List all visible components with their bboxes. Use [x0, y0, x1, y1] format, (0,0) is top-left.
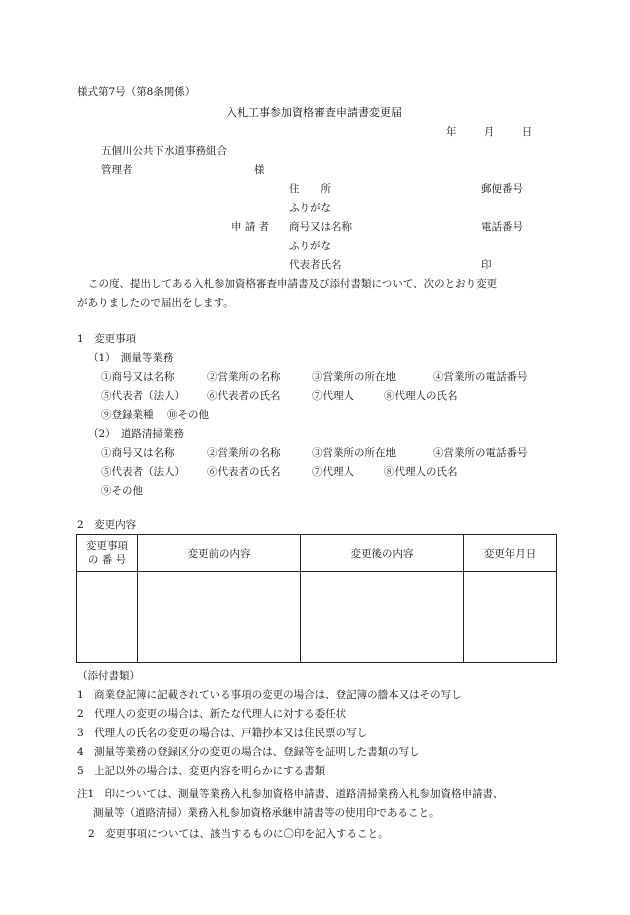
survey-item: ⑨登録業種 — [101, 409, 154, 421]
addressee-honorific: 様 — [254, 164, 265, 176]
note1-line2: 測量等（道路清掃）業務入札参加資格承継申請書等の使用印であること。 — [93, 807, 440, 819]
survey-item: ⑥代表者の氏名 — [207, 390, 281, 402]
column-change-number — [77, 535, 138, 572]
applicant-name-label: 商号又は名称 — [289, 221, 352, 233]
road-item: ③営業所の所在地 — [312, 447, 396, 459]
survey-item: ⑤代表者（法人） — [101, 390, 185, 402]
column-change-number-line1: 変更事項 — [86, 540, 128, 552]
applicant-label: 申 請 者 — [231, 221, 270, 233]
cell-change-number[interactable] — [77, 572, 138, 663]
attachment-item: 4 測量等業務の登録区分の変更の場合は、登録等を証明した書類の写し — [77, 746, 420, 758]
attachment-item: 1 商業登記簿に記載されている事項の変更の場合は、登記簿の謄本又はその写し — [77, 689, 462, 701]
survey-item: ④営業所の電話番号 — [433, 371, 528, 383]
column-before: 変更前の内容 — [138, 535, 301, 572]
change-table — [76, 534, 557, 663]
section2-heading: 2 変更内容 — [77, 519, 137, 531]
applicant-address-label: 住 所 — [289, 183, 331, 195]
note1-line1: 注1 印については、測量等業務入札参加資格申請書、道路清掃業務入札参加資格申請書、 — [77, 788, 504, 800]
road-item: ②営業所の名称 — [207, 447, 281, 459]
survey-item: ⑧代理人の氏名 — [384, 390, 458, 402]
seal-mark: 印 — [481, 259, 492, 271]
date-day: 日 — [521, 126, 533, 138]
cell-after[interactable] — [301, 572, 464, 663]
survey-item: ③営業所の所在地 — [312, 371, 396, 383]
intro-line2: がありましたので届出をします。 — [77, 297, 234, 309]
cell-date[interactable] — [464, 572, 557, 663]
table-header-row — [77, 535, 557, 572]
survey-item: ②営業所の名称 — [207, 371, 281, 383]
road-item: ⑤代表者（法人） — [101, 466, 185, 478]
table-row — [77, 572, 557, 663]
column-change-number-line2: の 番 号 — [87, 554, 127, 566]
road-item: ⑦代理人 — [312, 466, 354, 478]
column-date: 変更年月日 — [464, 535, 557, 572]
road-item: ①商号又は名称 — [101, 447, 175, 459]
survey-item: ⑦代理人 — [312, 390, 354, 402]
applicant-furigana1: ふりがな — [289, 202, 331, 214]
attachments-heading: （添付書類） — [77, 670, 140, 682]
attachment-item: 5 上記以外の場合は、変更内容を明らかにする書類 — [77, 765, 326, 777]
road-item: ⑧代理人の氏名 — [384, 466, 458, 478]
survey-item: ①商号又は名称 — [101, 371, 175, 383]
attachment-item: 2 代理人の変更の場合は、新たな代理人に対する委任状 — [77, 708, 347, 720]
road-heading: （2） 道路清掃業務 — [88, 428, 184, 440]
date-year: 年 — [446, 126, 457, 138]
section1-heading: 1 変更事項 — [77, 333, 137, 345]
road-item: ④営業所の電話番号 — [433, 447, 528, 459]
applicant-representative-label: 代表者氏名 — [289, 259, 342, 271]
applicant-furigana2: ふりがな — [289, 240, 331, 252]
date-line — [446, 124, 532, 139]
form-number: 様式第7号（第8条関係） — [77, 86, 196, 98]
note2: 2 変更事項については、該当するものに〇印を記入すること。 — [88, 828, 389, 840]
date-month: 月 — [483, 126, 495, 138]
column-after: 変更後の内容 — [301, 535, 464, 572]
road-item: ⑥代表者の氏名 — [207, 466, 281, 478]
intro-line1: この度、提出してある入札参加資格審査申請書及び添付書類について、次のとおり変更 — [88, 278, 498, 290]
survey-item: ⑩その他 — [167, 409, 209, 421]
attachment-item: 3 代理人の氏名の変更の場合は、戸籍抄本又は住民票の写し — [77, 727, 368, 739]
applicant-phone-label: 電話番号 — [481, 221, 523, 233]
document-title: 入札工事参加資格審査申請書変更届 — [226, 106, 402, 119]
addressee-manager: 管理者 — [101, 164, 133, 176]
road-item: ⑨その他 — [101, 485, 143, 497]
addressee-org: 五個川公共下水道事務組合 — [101, 145, 227, 157]
cell-before[interactable] — [138, 572, 301, 663]
survey-heading: （1） 測量等業務 — [88, 352, 174, 364]
applicant-postal-label: 郵便番号 — [481, 183, 523, 195]
